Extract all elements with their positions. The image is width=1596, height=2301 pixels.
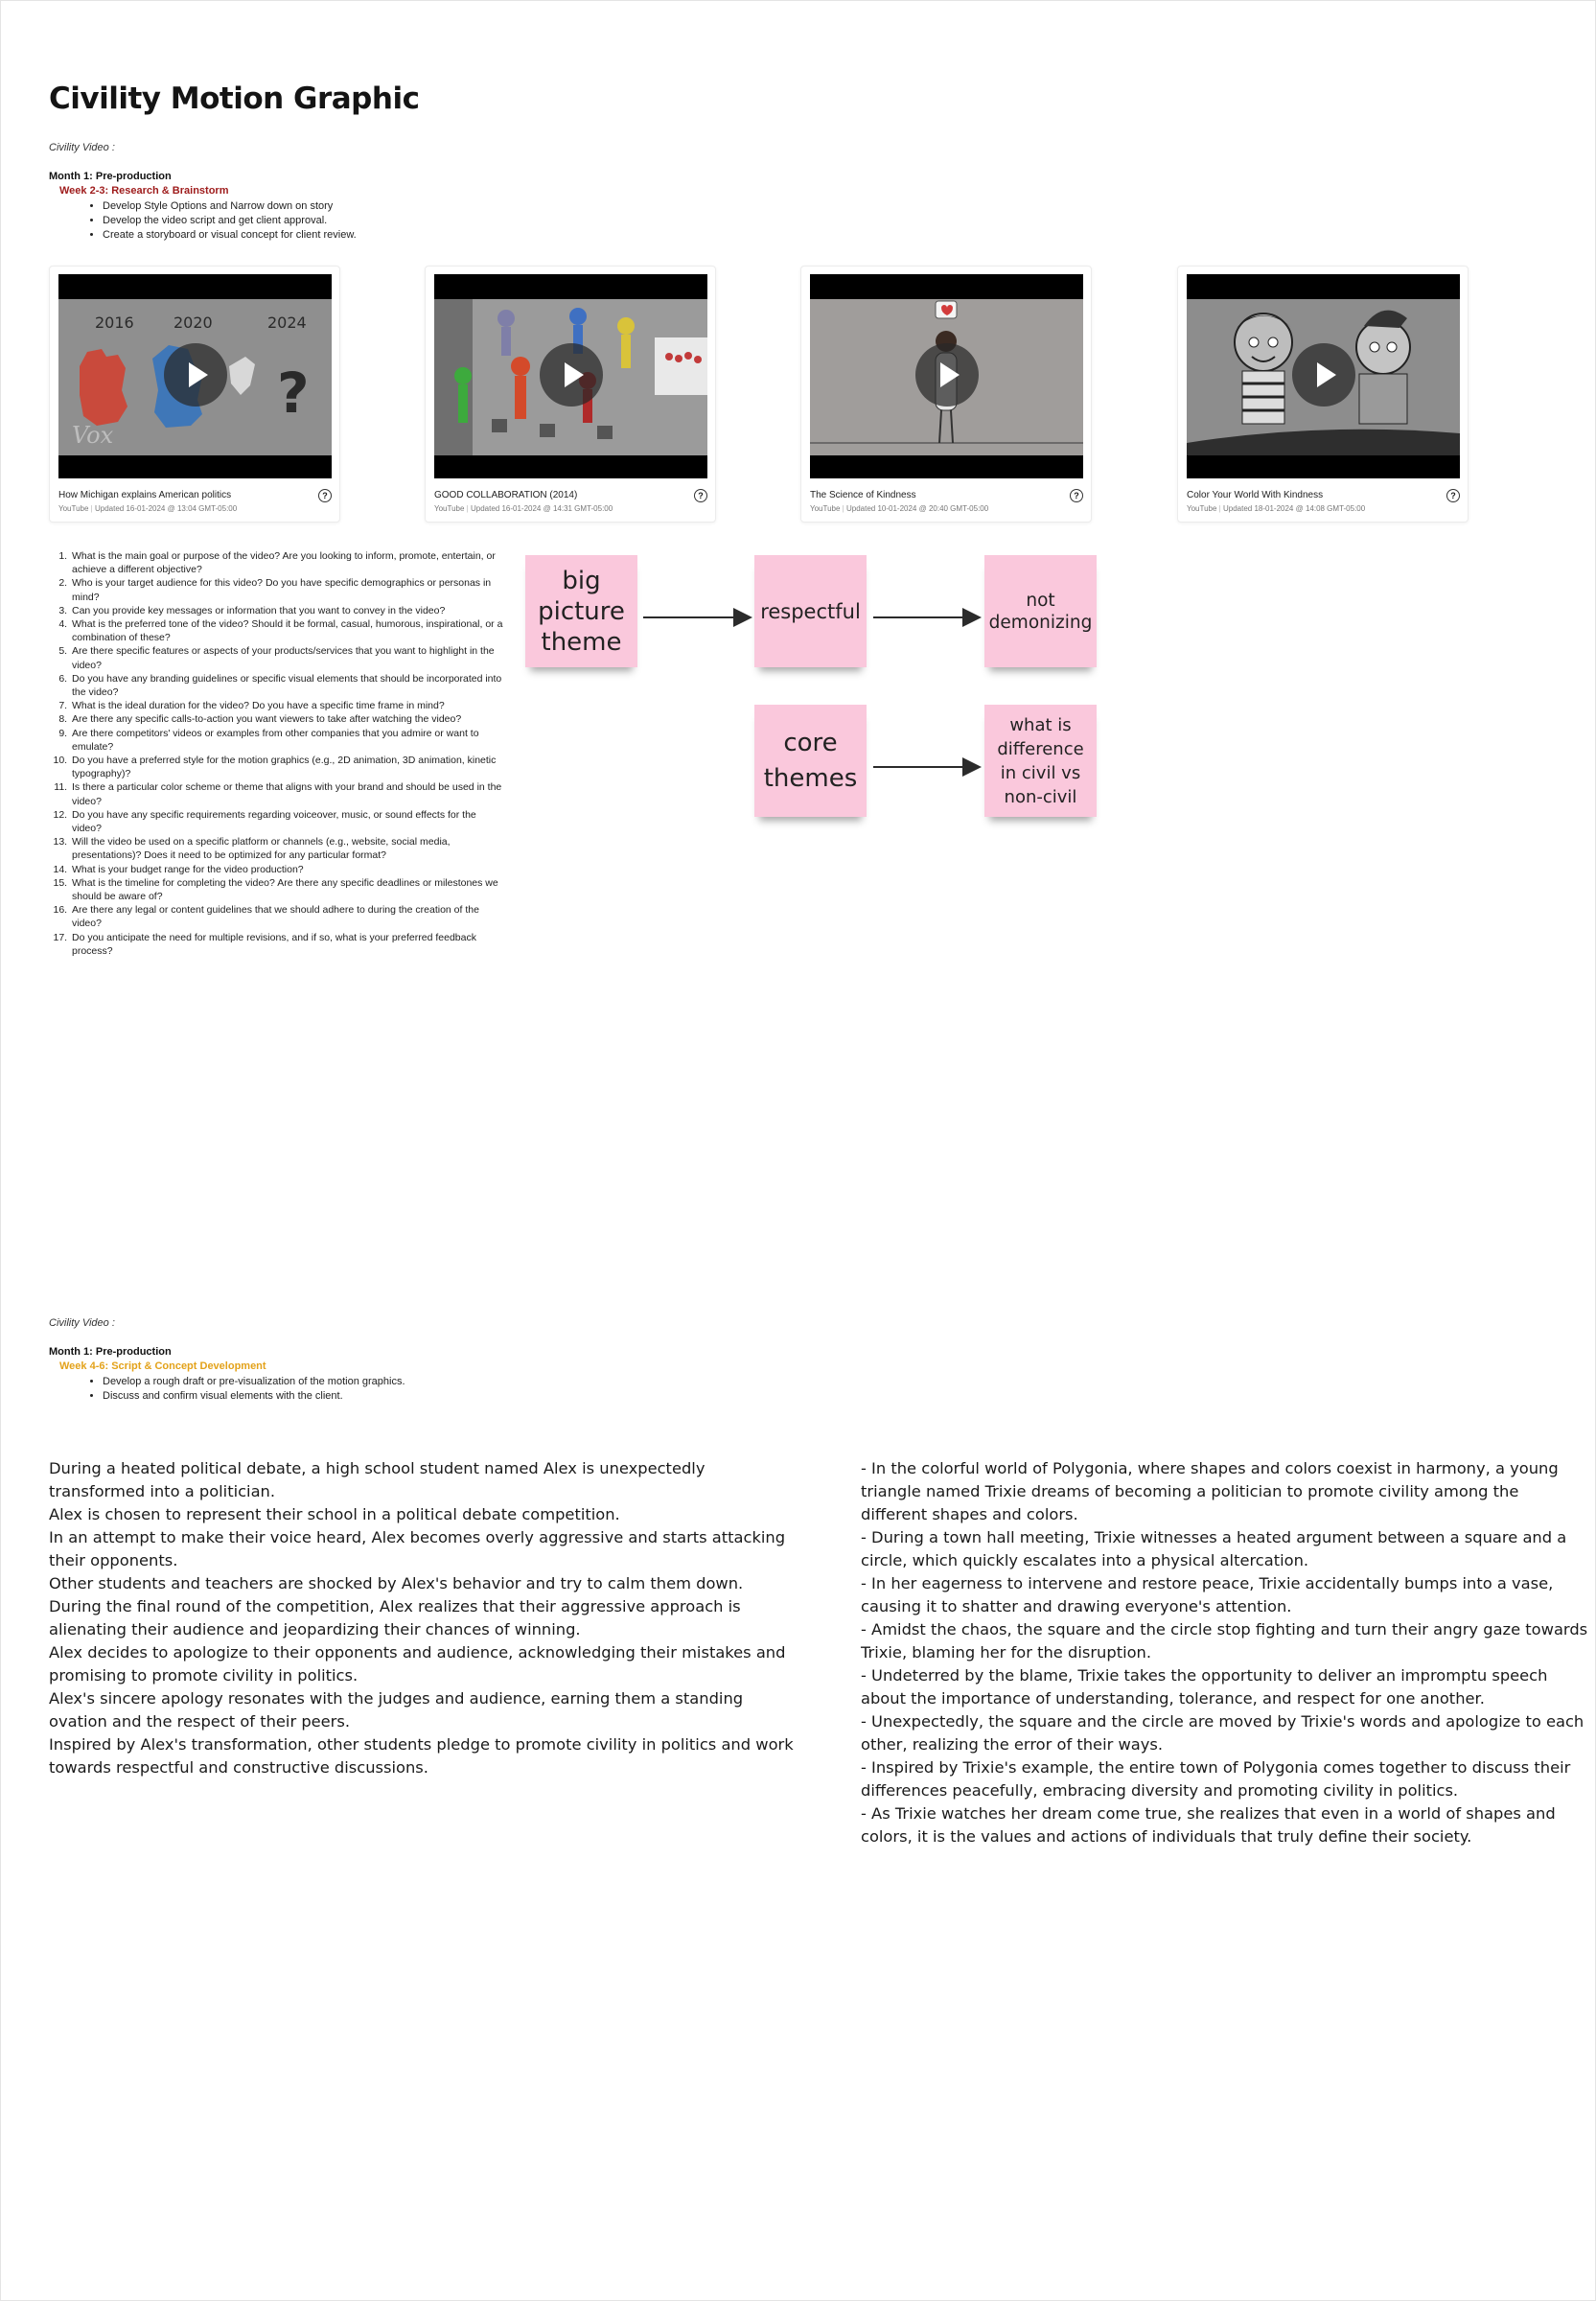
question-item: 6. Do you have any branding guidelines or specific visual elements that should be incorporated into the video? [70, 672, 506, 699]
question-item: 9. Are there competitors' videos or examples from other companies that you admire or want to emulate? [70, 727, 506, 754]
connector-arrows [1, 1, 1596, 864]
story-paragraph: Inspired by Alex's transformation, other students pledge to promote civility in politics and work towards respectful and constructive discussions. [49, 1735, 794, 1777]
video-meta: YouTube | Updated 16-01-2024 @ 13:04 GMT-05:00 [58, 504, 238, 513]
story-paragraph: In an attempt to make their voice heard, Alex becomes overly aggressive and starts attacking their opponents. [49, 1528, 786, 1569]
help-icon[interactable]: ? [694, 489, 707, 502]
month-heading: Month 1: Pre-production [49, 1346, 172, 1358]
video-source: YouTube [810, 504, 841, 513]
video-title[interactable]: How Michigan explains American politics [58, 490, 232, 500]
page-title: Civility Motion Graphic [49, 81, 420, 116]
question-item: 15. What is the timeline for completing the video? Are there any specific deadlines or milestones we should be aware of? [70, 876, 506, 903]
sticky-line: non-civil [1004, 786, 1077, 807]
question-item: 13. Will the video be used on a specific platform or channels (e.g., website, social media, presentations)? Does it need to be optimized for any particular format? [70, 835, 506, 862]
video-meta: YouTube | Updated 18-01-2024 @ 14:08 GMT-05:00 [1187, 504, 1366, 513]
story-paragraph: - Unexpectedly, the square and the circle are moved by Trixie's words and apologize to each other, realizing the error of their ways. [861, 1712, 1584, 1754]
question-item: 16. Are there any legal or content guidelines that we should adhere to during the creation of the video? [70, 903, 506, 930]
story-paragraph: - In her eagerness to intervene and restore peace, Trixie accidentally bumps into a vase, causing it to shatter and drawing everyone's attention. [861, 1574, 1554, 1615]
sticky-line: core [783, 728, 838, 757]
week-heading: Week 4-6: Script & Concept Development [59, 1360, 266, 1372]
sticky-line: respectful [760, 599, 861, 623]
task-item: • Create a storyboard or visual concept for client review. [103, 228, 357, 243]
story-polygonia [861, 1457, 1589, 1848]
help-icon[interactable]: ? [1446, 489, 1460, 502]
video-updated: Updated 16-01-2024 @ 13:04 GMT-05:00 [94, 504, 238, 513]
svg-text:?: ? [277, 360, 310, 426]
story-paragraph: Other students and teachers are shocked by Alex's behavior and try to calm them down. [49, 1574, 744, 1592]
sticky-line: themes [763, 763, 858, 793]
video-updated: Updated 18-01-2024 @ 14:08 GMT-05:00 [1222, 504, 1366, 513]
story-paragraph: Alex decides to apologize to their opponents and audience, acknowledging their mistakes and promising to promote civility in politics. [49, 1643, 786, 1685]
section-label: Civility Video : [49, 142, 115, 153]
video-updated: Updated 16-01-2024 @ 14:31 GMT-05:00 [470, 504, 613, 513]
video-title[interactable]: GOOD COLLABORATION (2014) [434, 490, 578, 500]
story-paragraph: Alex's sincere apology resonates with the judges and audience, earning them a standing ovation and the respect of their peers. [49, 1689, 744, 1731]
video-title[interactable]: The Science of Kindness [810, 490, 916, 500]
year-label: 2016 [95, 314, 134, 332]
sticky-line: big [562, 566, 601, 595]
story-paragraph: - Undeterred by the blame, Trixie takes the opportunity to deliver an impromptu speech about the importance of understanding, tolerance, and respect for one another. [861, 1666, 1548, 1708]
sticky-line: in civil vs [1000, 762, 1081, 783]
help-icon[interactable]: ? [318, 489, 332, 502]
question-item: 2. Who is your target audience for this video? Do you have specific demographics or personas in mind? [70, 576, 506, 603]
week-heading: Week 2-3: Research & Brainstorm [59, 185, 229, 197]
question-item: 4. What is the preferred tone of the video? Should it be formal, casual, humorous, inspirational, or a combination of these? [70, 617, 506, 644]
question-item: 5. Are there specific features or aspects of your products/services that you want to highlight in the video? [70, 644, 506, 671]
story-paragraph: - During a town hall meeting, Trixie witnesses a heated argument between a square and a circle, which quickly escalates into a physical altercation. [861, 1528, 1567, 1569]
video-meta: YouTube | Updated 16-01-2024 @ 14:31 GMT-05:00 [434, 504, 613, 513]
question-item: 7. What is the ideal duration for the video? Do you have a specific time frame in mind? [70, 699, 506, 712]
task-item: • Develop a rough draft or pre-visualization of the motion graphics. [103, 1375, 405, 1389]
question-item: 3. Can you provide key messages or information that you want to convey in the video? [70, 604, 506, 617]
question-item: 1. What is the main goal or purpose of the video? Are you looking to inform, promote, entertain, or achieve a different objective? [70, 549, 506, 576]
story-alex [49, 1457, 798, 1779]
video-meta: YouTube | Updated 10-01-2024 @ 20:40 GMT-05:00 [810, 504, 989, 513]
story-paragraph: - Inspired by Trixie's example, the entire town of Polygonia comes together to discuss their differences peacefully, embracing diversity and promoting civility in politics. [861, 1758, 1571, 1800]
story-paragraph: - Amidst the chaos, the square and the circle stop fighting and turn their angry gaze towards Trixie, blaming her for the disruption. [861, 1620, 1588, 1662]
video-source: YouTube [1187, 504, 1217, 513]
task-item: • Develop Style Options and Narrow down on story [103, 199, 357, 214]
vox-watermark: Vox [72, 422, 114, 449]
video-title[interactable]: Color Your World With Kindness [1187, 490, 1324, 500]
sticky-line: difference [997, 738, 1084, 759]
question-item: 12. Do you have any specific requirements regarding voiceover, music, or sound effects for the video? [70, 808, 506, 835]
task-list [89, 1375, 405, 1404]
question-item: 10. Do you have a preferred style for the motion graphics (e.g., 2D animation, 3D animation, kinetic typography)? [70, 754, 506, 780]
question-item: 17. Do you anticipate the need for multiple revisions, and if so, what is your preferred feedback process? [70, 931, 506, 958]
section-label: Civility Video : [49, 1317, 115, 1329]
video-source: YouTube [58, 504, 89, 513]
year-label: 2020 [173, 314, 213, 332]
story-paragraph: - In the colorful world of Polygonia, where shapes and colors coexist in harmony, a young triangle named Trixie dreams of becoming a politician to promote civility among the different shapes and colors. [861, 1459, 1559, 1523]
video-updated: Updated 10-01-2024 @ 20:40 GMT-05:00 [845, 504, 989, 513]
question-item: 8. Are there any specific calls-to-action you want viewers to take after watching the video? [70, 712, 506, 726]
story-paragraph: During a heated political debate, a high school student named Alex is unexpectedly transformed into a politician. [49, 1459, 705, 1500]
sticky-line: picture [538, 596, 625, 626]
task-item: • Discuss and confirm visual elements with the client. [103, 1389, 405, 1404]
sticky-line: not [1026, 590, 1055, 611]
sticky-line: what is [1009, 714, 1072, 735]
help-icon[interactable]: ? [1070, 489, 1083, 502]
story-paragraph: Alex is chosen to represent their school in a political debate competition. [49, 1505, 620, 1523]
task-item: • Develop the video script and get client approval. [103, 214, 357, 228]
year-label: 2024 [267, 314, 307, 332]
question-item: 11. Is there a particular color scheme or theme that aligns with your brand and should be used in the video? [70, 780, 506, 807]
month-heading: Month 1: Pre-production [49, 171, 172, 182]
question-item: 14. What is your budget range for the video production? [70, 863, 506, 876]
sticky-line: theme [541, 627, 622, 657]
sticky-line: demonizing [988, 612, 1093, 633]
story-paragraph: During the final round of the competition, Alex realizes that their aggressive approach is alienating their audience and jeopardizing their chances of winning. [49, 1597, 741, 1639]
story-paragraph: - As Trixie watches her dream come true, she realizes that even in a world of shapes and colors, it is the values and actions of individuals that truly define their society. [861, 1804, 1556, 1846]
video-source: YouTube [434, 504, 465, 513]
